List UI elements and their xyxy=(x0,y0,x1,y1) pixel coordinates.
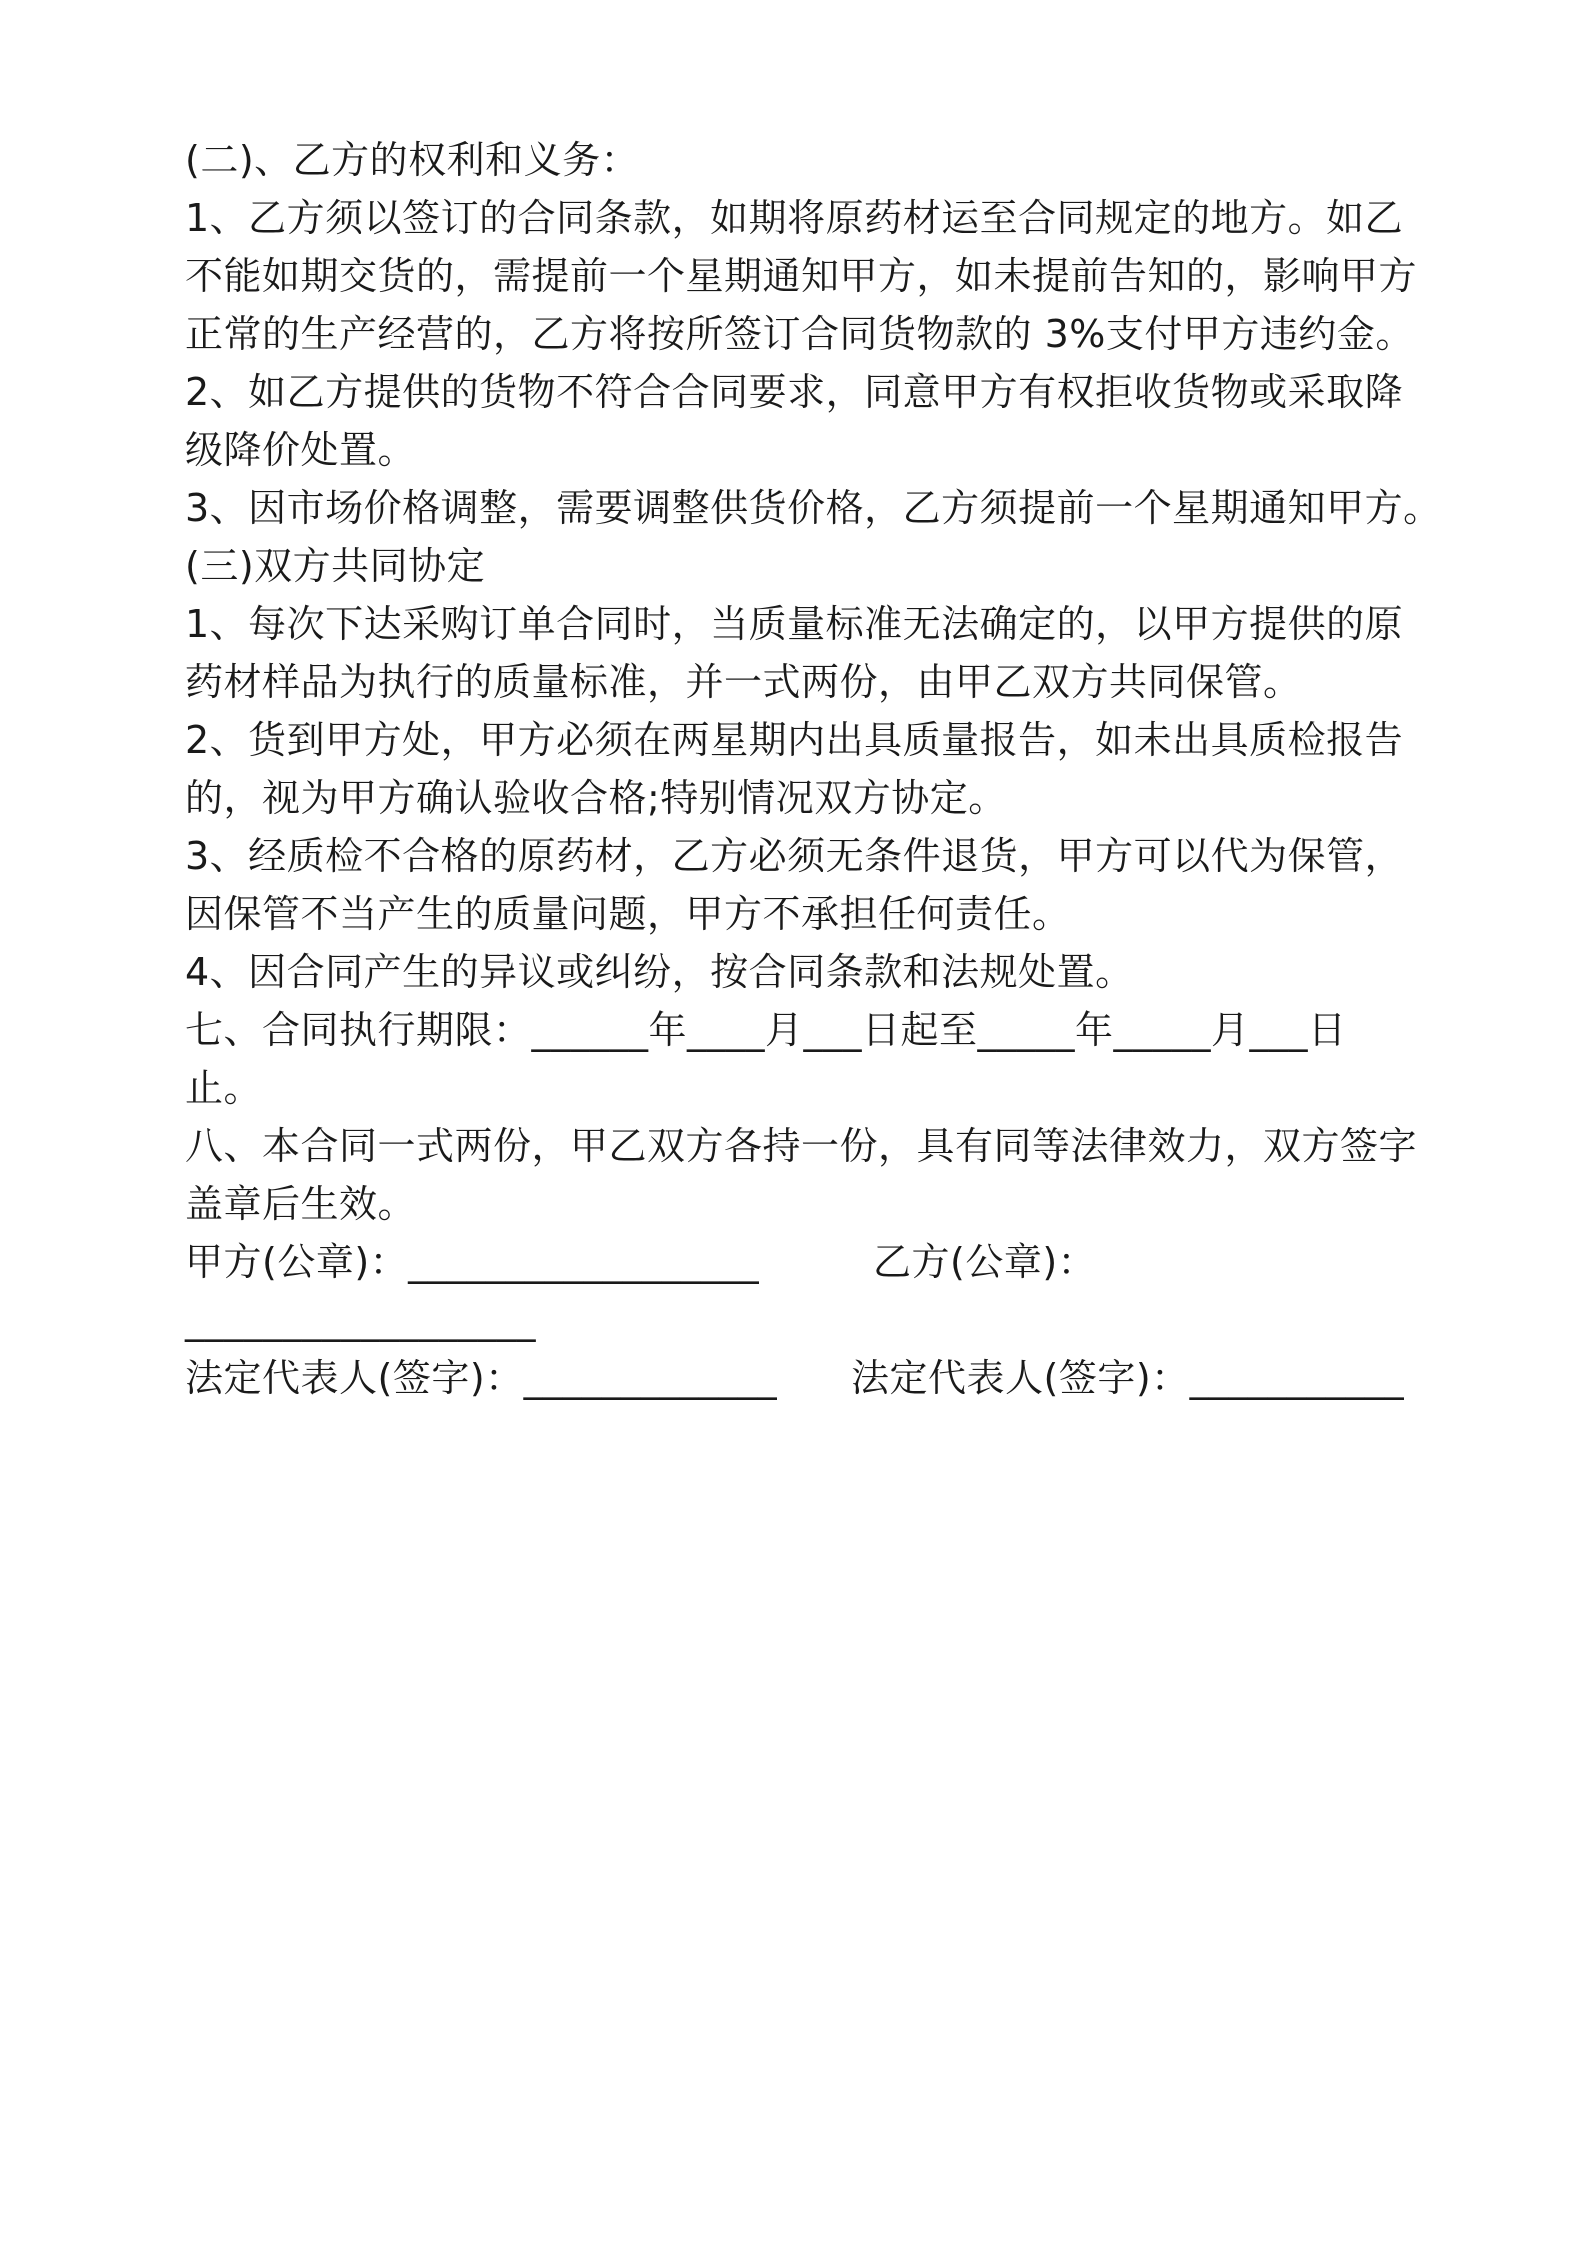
party-a-representative-field: 法定代表人(签字)：_____________ xyxy=(185,1356,778,1400)
clause-2-1-line-2: 不能如期交货的，需提前一个星期通知甲方，如未提前告知的，影响甲方 xyxy=(185,254,1418,298)
party-b-seal-blank: __________________ xyxy=(185,1298,536,1342)
clause-3-2-line-1: 2、货到甲方处，甲方必须在两星期内出具质量报告，如未出具质检报告 xyxy=(185,718,1404,762)
clause-3-3-line-2: 因保管不当产生的质量问题，甲方不承担任何责任。 xyxy=(185,892,1071,936)
clause-8-copies-line-1: 八、本合同一式两份，甲乙双方各持一份，具有同等法律效力，双方签字 xyxy=(185,1124,1418,1168)
clause-3-2-line-2: 的，视为甲方确认验收合格;特别情况双方协定。 xyxy=(185,776,1007,820)
clause-3-3-line-1: 3、经质检不合格的原药材，乙方必须无条件退货，甲方可以代为保管， xyxy=(185,834,1404,878)
section-heading-party-b-rights: (二)、乙方的权利和义务： xyxy=(185,138,640,182)
clause-3-4-line-1: 4、因合同产生的异议或纠纷，按合同条款和法规处置。 xyxy=(185,950,1134,994)
clause-2-1-line-3: 正常的生产经营的，乙方将按所签订合同货物款的 3%支付甲方违约金。 xyxy=(185,312,1414,356)
section-heading-joint-agreement: (三)双方共同协定 xyxy=(185,544,486,588)
party-a-seal-field: 甲方(公章)：__________________ xyxy=(185,1240,760,1284)
clause-2-2-line-1: 2、如乙方提供的货物不符合合同要求，同意甲方有权拒收货物或采取降 xyxy=(185,370,1404,414)
clause-3-1-line-2: 药材样品为执行的质量标准，并一式两份，由甲乙双方共同保管。 xyxy=(185,660,1302,704)
clause-3-1-line-1: 1、每次下达采购订单合同时，当质量标准无法确定的，以甲方提供的原 xyxy=(185,602,1404,646)
clause-2-2-line-2: 级降价处置。 xyxy=(185,428,417,472)
clause-7-term-line-2: 止。 xyxy=(185,1066,263,1110)
clause-7-term-line-1: 七、合同执行期限：______年____月___日起至_____年_____月___日 xyxy=(185,1008,1347,1052)
party-b-representative-field: 法定代表人(签字)：___________ xyxy=(851,1356,1405,1400)
clause-8-copies-line-2: 盖章后生效。 xyxy=(185,1182,417,1226)
clause-2-1-line-1: 1、乙方须以签订的合同条款，如期将原药材运至合同规定的地方。如乙 xyxy=(185,196,1404,240)
party-b-seal-field: 乙方(公章)： xyxy=(873,1240,1097,1284)
clause-2-3-line-1: 3、因市场价格调整，需要调整供货价格，乙方须提前一个星期通知甲方。 xyxy=(185,486,1442,530)
